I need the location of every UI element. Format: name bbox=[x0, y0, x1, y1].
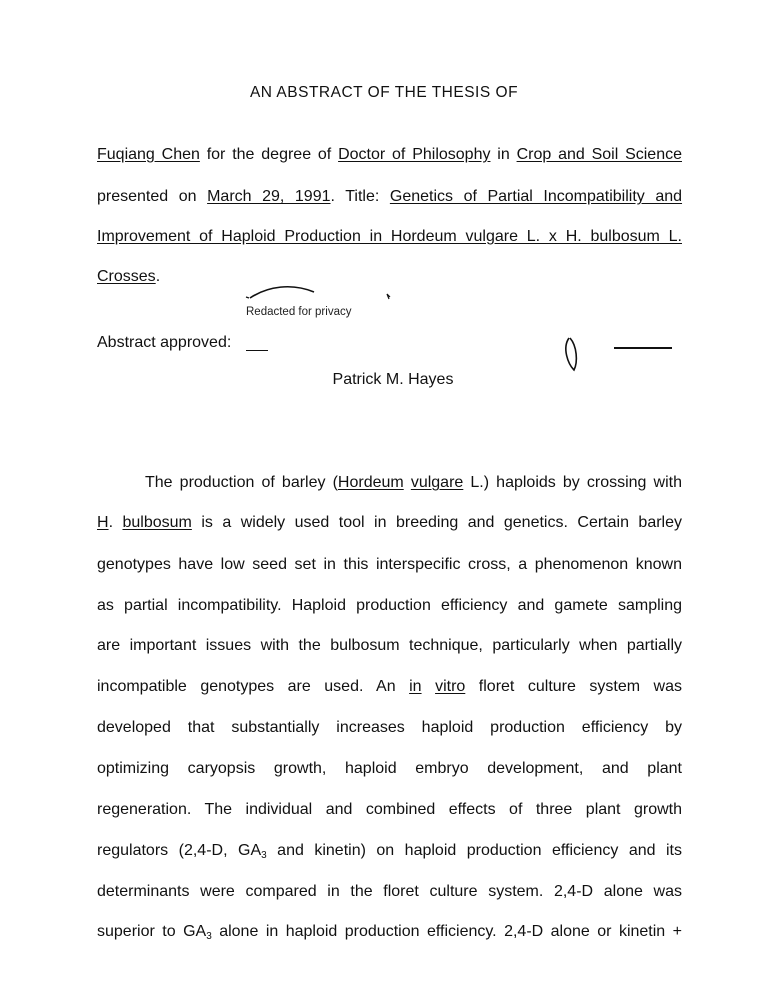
abstract-line-8: optimizing caryopsis growth, haploid embryo development, and plant bbox=[97, 760, 682, 777]
thesis-title-part-2: Improvement of Haploid Production in Hordeum vulgare L. x H. bulbosum L. bbox=[97, 228, 682, 245]
text-degree: for the degree of bbox=[199, 146, 339, 163]
abstract-text bbox=[422, 678, 436, 695]
abstract-line-1 bbox=[145, 474, 682, 492]
abstract-line-3: genotypes have low seed set in this interspecific cross, a phenomenon known bbox=[97, 556, 682, 573]
species-bulbosum: bulbosum bbox=[122, 514, 192, 531]
abstract-text: regulators (2,4-D, GA bbox=[97, 842, 262, 859]
abstract-text bbox=[404, 474, 411, 491]
page-title: AN ABSTRACT OF THE THESIS OF bbox=[249, 84, 519, 101]
species-vulgare: vulgare bbox=[410, 474, 464, 491]
text-presented: presented on bbox=[97, 188, 208, 205]
abstract-line-9: regeneration. The individual and combined effects of three plant growth bbox=[97, 801, 682, 818]
abstract-line-5: are important issues with the bulbosum technique, particularly when partially bbox=[97, 637, 682, 654]
abstract-text: L.) haploids by crossing with bbox=[463, 474, 682, 491]
abstract-text: . bbox=[108, 514, 123, 531]
signature-loop-mark bbox=[566, 338, 576, 370]
signature-right-line bbox=[614, 347, 672, 349]
abstract-text: The production of barley ( bbox=[145, 474, 338, 491]
abstract-text: superior to GA bbox=[97, 923, 207, 940]
abstract-line-6 bbox=[97, 678, 682, 696]
genus-hordeum: Hordeum bbox=[337, 474, 404, 491]
thesis-title-part-3: Crosses bbox=[97, 268, 156, 285]
redaction-tick-mark bbox=[246, 297, 249, 298]
redacted-signature-note: Redacted for privacy bbox=[246, 306, 352, 318]
term-in: in bbox=[409, 678, 422, 695]
abstract-text: incompatible genotypes are used. An bbox=[97, 678, 410, 695]
abstract-text: is a widely used tool in breeding and genetics. Certain barley bbox=[191, 514, 683, 531]
text-in: in bbox=[490, 146, 517, 163]
abstract-line-10 bbox=[97, 842, 682, 861]
thesis-title-part-1: Genetics of Partial Incompatibility and bbox=[389, 188, 683, 205]
department: Crop and Soil Science bbox=[516, 146, 682, 163]
abstract-approved-label: Abstract approved: bbox=[97, 334, 232, 351]
abstract-text: and kinetin) on haploid production efficiency and its bbox=[266, 842, 682, 859]
abstract-line-7: developed that substantially increases haploid production efficiency by bbox=[97, 719, 682, 736]
presentation-date: March 29, 1991 bbox=[207, 188, 331, 205]
signature-blank-line bbox=[246, 350, 268, 351]
abstract-text: floret culture system was bbox=[465, 678, 683, 695]
abstract-line-4: as partial incompatibility. Haploid production efficiency and gamete sampling bbox=[97, 597, 682, 614]
abstract-line-11: determinants were compared in the floret culture system. 2,4-D alone was bbox=[97, 883, 682, 900]
genus-h: H bbox=[97, 514, 109, 531]
abstract-line-2 bbox=[97, 514, 682, 532]
redaction-caret-mark bbox=[387, 294, 390, 299]
subscript: 3 bbox=[206, 931, 212, 942]
advisor-name: Patrick M. Hayes bbox=[332, 371, 454, 388]
text-title: . Title: bbox=[330, 188, 390, 205]
abstract-line-12 bbox=[97, 923, 682, 942]
degree: Doctor of Philosophy bbox=[338, 146, 491, 163]
author-name: Fuqiang Chen bbox=[97, 146, 200, 163]
redaction-arc-mark bbox=[250, 287, 314, 298]
subscript: 3 bbox=[261, 850, 267, 861]
title-period: . bbox=[155, 268, 161, 285]
abstract-text: alone in haploid production efficiency. 2,4-D alone or kinetin + bbox=[211, 923, 682, 940]
term-vitro: vitro bbox=[435, 678, 466, 695]
